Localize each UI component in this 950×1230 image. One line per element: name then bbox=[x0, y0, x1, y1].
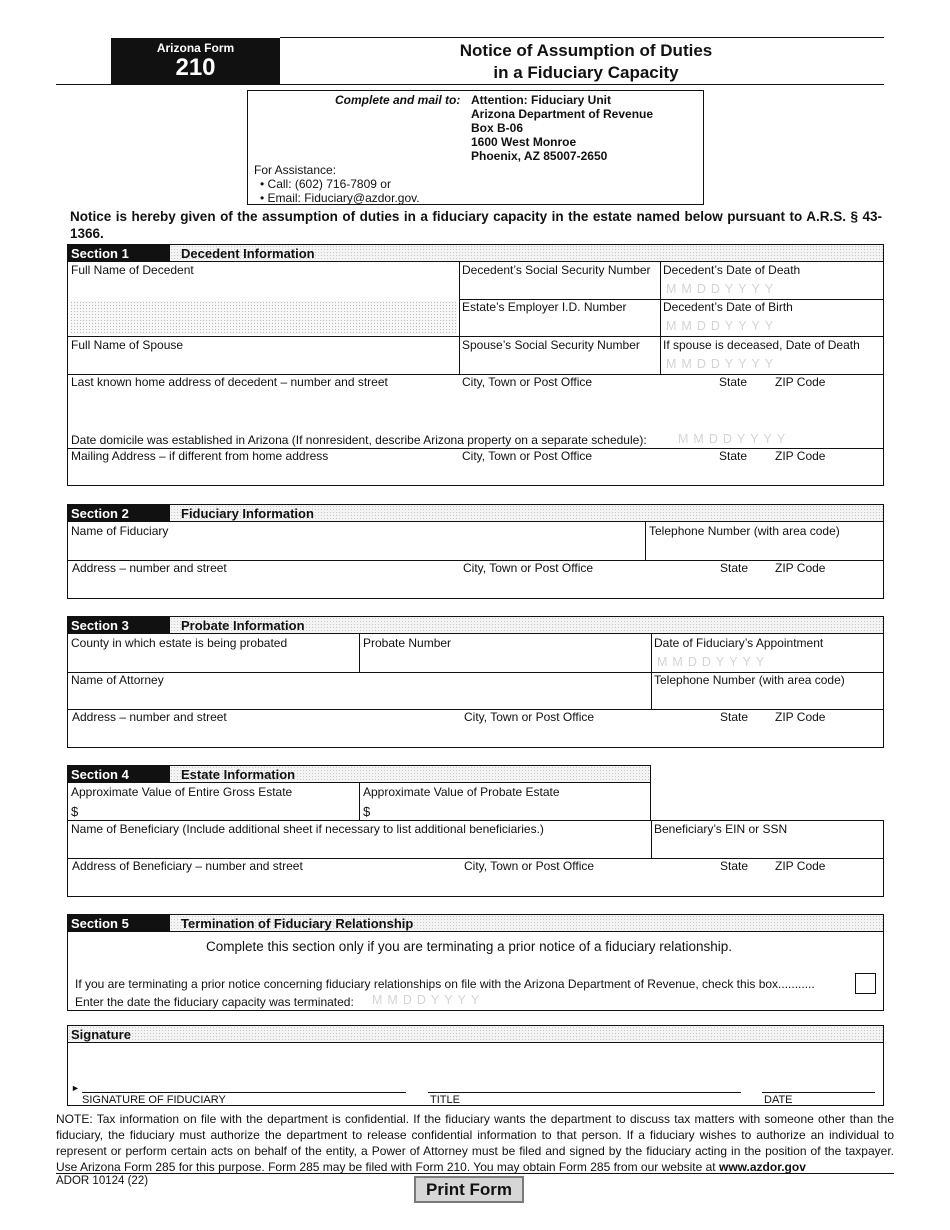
assistance-info bbox=[254, 163, 420, 205]
divider bbox=[68, 336, 884, 337]
signature-section bbox=[67, 1025, 884, 1106]
section-2-header bbox=[68, 505, 883, 522]
divider bbox=[459, 262, 460, 374]
section-1 bbox=[67, 244, 884, 486]
section-number: Section 1 bbox=[68, 245, 170, 262]
attorney-name-label: Name of Attorney bbox=[71, 673, 164, 687]
city-label: City, Town or Post Office bbox=[464, 859, 595, 873]
state-label: State bbox=[719, 449, 748, 463]
form-label: Arizona Form bbox=[156, 41, 235, 55]
divider bbox=[645, 522, 646, 560]
section-number: Section 3 bbox=[68, 617, 170, 634]
decedent-name-label: Full Name of Decedent bbox=[71, 263, 194, 277]
section-5-header bbox=[68, 915, 883, 932]
date-of-birth-label: Decedent’s Date of Birth bbox=[663, 300, 793, 314]
domicile-label: Date domicile was established in Arizona (If nonresident, describe Arizona property on a separate schedule): bbox=[71, 433, 647, 447]
section-5-intro: Complete this section only if you are terminating a prior notice of a fiduciary relationship. bbox=[206, 939, 733, 954]
beneficiary-ein-label: Beneficiary’s EIN or SSN bbox=[654, 822, 788, 836]
city-label: City, Town or Post Office bbox=[463, 561, 594, 575]
signature-line[interactable] bbox=[82, 1092, 406, 1093]
section-title: Estate Information bbox=[181, 767, 296, 782]
page-title bbox=[380, 40, 792, 84]
signature-label: SIGNATURE OF FIDUCIARY bbox=[82, 1094, 226, 1106]
zip-label: ZIP Code bbox=[775, 375, 826, 389]
spouse-death-label: If spouse is deceased, Date of Death bbox=[663, 338, 860, 352]
date-line[interactable] bbox=[762, 1092, 875, 1093]
address-label: Address – number and street bbox=[72, 561, 227, 575]
address-line: 1600 West Monroe bbox=[471, 135, 577, 149]
dollar-sign: $ bbox=[363, 804, 371, 819]
state-label: State bbox=[720, 561, 749, 575]
arrow-icon: ► bbox=[71, 1083, 80, 1093]
mail-address bbox=[471, 93, 653, 163]
date-of-death-label: Decedent’s Date of Death bbox=[663, 263, 801, 277]
divider bbox=[651, 821, 652, 858]
zip-label: ZIP Code bbox=[775, 561, 826, 575]
decedent-ssn-label: Decedent’s Social Security Number bbox=[462, 263, 651, 277]
section-title: Decedent Information bbox=[181, 246, 315, 261]
title-top-rule bbox=[280, 37, 884, 38]
footer-rule bbox=[56, 1173, 894, 1174]
termination-check-text: If you are terminating a prior notice concerning fiduciary relationships on file with the Arizona Department of Revenue, check this box........... bbox=[75, 977, 815, 991]
date-placeholder: MMDDYYYY bbox=[666, 282, 779, 296]
dollar-sign: $ bbox=[71, 804, 79, 819]
termination-date-label: Enter the date the fiduciary capacity was terminated: bbox=[75, 995, 354, 1009]
note-text: NOTE: Tax information on file with the department is confidential. If the fiduciary wants the department to discuss tax matters with someone other than the fiduciary, the fiduciary must authorize the department to release confidential information to that person. If a fiduciary wishes to authorize an individual to represent or perform certain acts on behalf of the entity, a Power of Attorney must be filed and signed by the fiduciary acting in the position of the taxpayer. Use Arizona Form 285 for this purpose. Form 285 may be filed with Form 210. You may obtain Form 285 from our website at bbox=[56, 1112, 894, 1174]
mail-label: Complete and mail to: bbox=[335, 93, 461, 107]
shaded-field bbox=[70, 301, 457, 335]
city-label: City, Town or Post Office bbox=[462, 375, 593, 389]
county-label: County in which estate is being probated bbox=[71, 636, 288, 650]
website-link[interactable]: www.azdor.gov bbox=[718, 1160, 806, 1174]
state-label: State bbox=[720, 859, 749, 873]
city-label: City, Town or Post Office bbox=[462, 449, 593, 463]
date-placeholder: MMDDYYYY bbox=[678, 432, 791, 446]
termination-checkbox[interactable] bbox=[855, 973, 876, 994]
estate-ein-label: Estate’s Employer I.D. Number bbox=[462, 300, 627, 314]
print-form-button[interactable]: Print Form bbox=[414, 1176, 524, 1203]
title-line[interactable] bbox=[428, 1092, 741, 1093]
assist-label: For Assistance: bbox=[254, 163, 337, 177]
section-number: Section 2 bbox=[68, 505, 170, 522]
title-line-2: in a Fiduciary Capacity bbox=[493, 63, 679, 82]
divider bbox=[660, 262, 661, 374]
section-2 bbox=[67, 504, 884, 599]
beneficiary-address-label: Address of Beneficiary – number and street bbox=[72, 859, 303, 873]
state-label: State bbox=[720, 710, 749, 724]
section-4 bbox=[67, 765, 884, 897]
beneficiary-name-label: Name of Beneficiary (Include additional sheet if necessary to list additional beneficiaries.) bbox=[71, 822, 544, 836]
spouse-name-label: Full Name of Spouse bbox=[71, 338, 184, 352]
signature-header bbox=[68, 1026, 883, 1043]
header-rule bbox=[56, 84, 884, 85]
section-title: Probate Information bbox=[181, 618, 305, 633]
section-4-top bbox=[67, 765, 651, 820]
section-number: Section 5 bbox=[68, 915, 170, 932]
section-4-bottom bbox=[67, 820, 884, 897]
appointment-date-label: Date of Fiduciary’s Appointment bbox=[654, 636, 824, 650]
title-line-1: Notice of Assumption of Duties bbox=[459, 41, 713, 60]
date-label: DATE bbox=[764, 1094, 793, 1106]
title-label: TITLE bbox=[430, 1094, 460, 1106]
divider bbox=[359, 783, 360, 821]
mailing-address-label: Mailing Address – if different from home address bbox=[71, 449, 329, 463]
gross-estate-label: Approximate Value of Entire Gross Estate bbox=[71, 785, 293, 799]
address-label: Address – number and street bbox=[72, 710, 227, 724]
section-5 bbox=[67, 914, 884, 1011]
section-1-header bbox=[68, 245, 883, 262]
fiduciary-name-label: Name of Fiduciary bbox=[71, 524, 169, 538]
section-number: Section 4 bbox=[68, 766, 170, 783]
form-number-badge bbox=[111, 38, 280, 84]
zip-label: ZIP Code bbox=[775, 859, 826, 873]
state-label: State bbox=[719, 375, 748, 389]
date-placeholder: MMDDYYYY bbox=[666, 319, 779, 333]
section-4-header bbox=[68, 766, 650, 783]
section-3 bbox=[67, 616, 884, 748]
home-address-label: Last known home address of decedent – number and street bbox=[71, 375, 388, 389]
call-text: Call: (602) 716-7809 or bbox=[267, 177, 391, 191]
probate-number-label: Probate Number bbox=[363, 636, 452, 650]
fiduciary-phone-label: Telephone Number (with area code) bbox=[649, 524, 840, 538]
notice-text: Notice is hereby given of the assumption of duties in a fiduciary capacity in the estate named below pursuant to A.R.S. § 43-1366. bbox=[70, 209, 882, 241]
attorney-phone-label: Telephone Number (with area code) bbox=[654, 673, 845, 687]
section-title: Fiduciary Information bbox=[181, 506, 314, 521]
date-placeholder: MMDDYYYY bbox=[666, 357, 779, 371]
address-line: Phoenix, AZ 85007-2650 bbox=[471, 149, 608, 163]
address-line: Box B-06 bbox=[471, 121, 524, 135]
termination-date-input[interactable]: MMDDYYYY bbox=[372, 993, 485, 1007]
form-code: ADOR 10124 (22) bbox=[56, 1175, 149, 1187]
assist-email: • Email: Fiduciary@azdor.gov. bbox=[260, 191, 420, 205]
address-line: Attention: Fiduciary Unit bbox=[471, 93, 611, 107]
divider bbox=[359, 634, 360, 672]
signature-title: Signature bbox=[71, 1027, 131, 1042]
form-number: 210 bbox=[175, 54, 216, 81]
zip-label: ZIP Code bbox=[775, 449, 826, 463]
assist-call: • Call: (602) 716-7809 or bbox=[260, 177, 391, 191]
address-line: Arizona Department of Revenue bbox=[471, 107, 654, 121]
zip-label: ZIP Code bbox=[775, 710, 826, 724]
section-3-header bbox=[68, 617, 883, 634]
confidentiality-note bbox=[56, 1111, 894, 1175]
date-placeholder: MMDDYYYY bbox=[657, 655, 770, 669]
probate-estate-label: Approximate Value of Probate Estate bbox=[363, 785, 560, 799]
spouse-ssn-label: Spouse’s Social Security Number bbox=[462, 338, 640, 352]
mailing-instructions-box bbox=[247, 90, 704, 205]
email-text: Email: Fiduciary@azdor.gov. bbox=[267, 191, 420, 205]
city-label: City, Town or Post Office bbox=[464, 710, 595, 724]
section-title: Termination of Fiduciary Relationship bbox=[181, 916, 414, 931]
